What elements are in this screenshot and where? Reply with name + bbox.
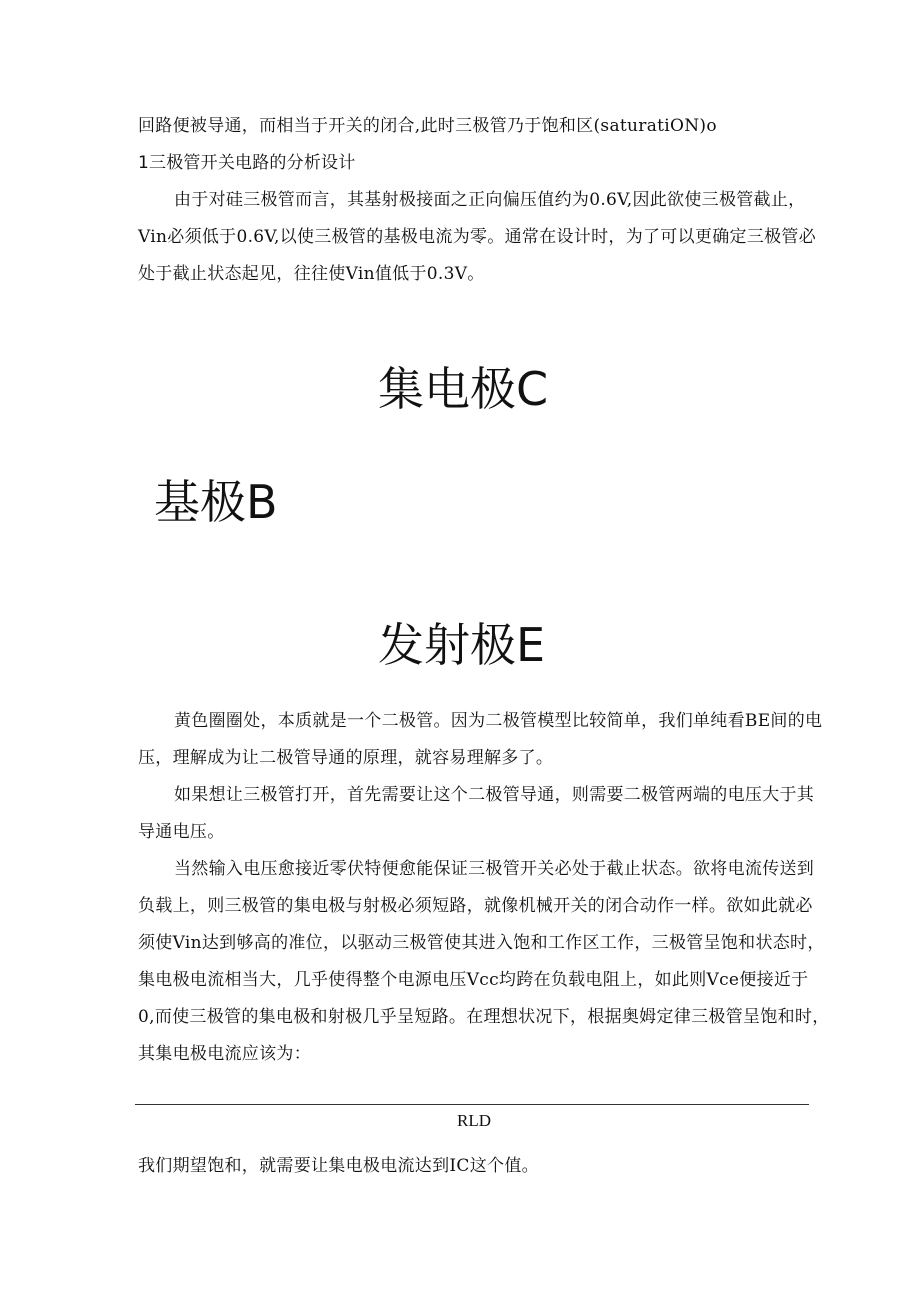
paragraph3-line2: 导通电压。 (138, 822, 225, 842)
paragraph1-line2: Vin必须低于0.6V,以使三极管的基极电流为零。通常在设计时，为了可以更确定三极管必 (138, 227, 817, 247)
paragraph1-line3: 处于截止状态起见，往往使Vin值低于0.3V。 (138, 264, 485, 284)
paragraph2-line2: 压，理解成为让二极管导通的原理，就容易理解多了。 (138, 748, 554, 768)
section-heading: 1三极管开关电路的分析设计 (138, 153, 356, 173)
collector-label: 集电极C (378, 362, 549, 416)
formula-fraction-bar (135, 1104, 809, 1105)
closing-line: 我们期望饱和，就需要让集电极电流达到IC这个值。 (138, 1156, 539, 1176)
paragraph3-line1: 如果想让三极管打开，首先需要让这个二极管导通，则需要二极管两端的电压大于其 (174, 785, 815, 805)
emitter-label: 发射极E (378, 618, 546, 672)
paragraph4-line3: 须使Vin达到够高的准位，以驱动三极管使其进入饱和工作区工作，三极管呈饱和状态时， (138, 933, 825, 953)
paragraph1-line1: 由于对硅三极管而言，其基射极接面之正向偏压值约为0.6V,因此欲使三极管截止， (174, 190, 806, 210)
paragraph4-line4: 集电极电流相当大，几乎使得整个电源电压Vcc均跨在负载电阻上，如此则Vce便接近于 (138, 970, 809, 990)
paragraph4-line2: 负载上，则三极管的集电极与射极必须短路，就像机械开关的闭合动作一样。欲如此就必 (138, 896, 813, 916)
paragraph2-line1: 黄色圈圈处，本质就是一个二极管。因为二极管模型比较简单，我们单纯看BE间的电 (174, 711, 823, 731)
paragraph4-line6: 其集电极电流应该为： (138, 1044, 311, 1064)
paragraph4-line1: 当然输入电压愈接近零伏特便愈能保证三极管开关必处于截止状态。欲将电流传送到 (174, 859, 815, 879)
formula-denominator: RLD (457, 1111, 491, 1130)
intro-line: 回路便被导通，而相当于开关的闭合,此时三极管乃于饱和区(saturatiON)o (138, 116, 717, 136)
paragraph4-line5: 0,而使三极管的集电极和射极几乎呈短路。在理想状况下，根据奥姆定律三极管呈饱和时， (138, 1007, 830, 1027)
base-label: 基极B (154, 475, 278, 529)
